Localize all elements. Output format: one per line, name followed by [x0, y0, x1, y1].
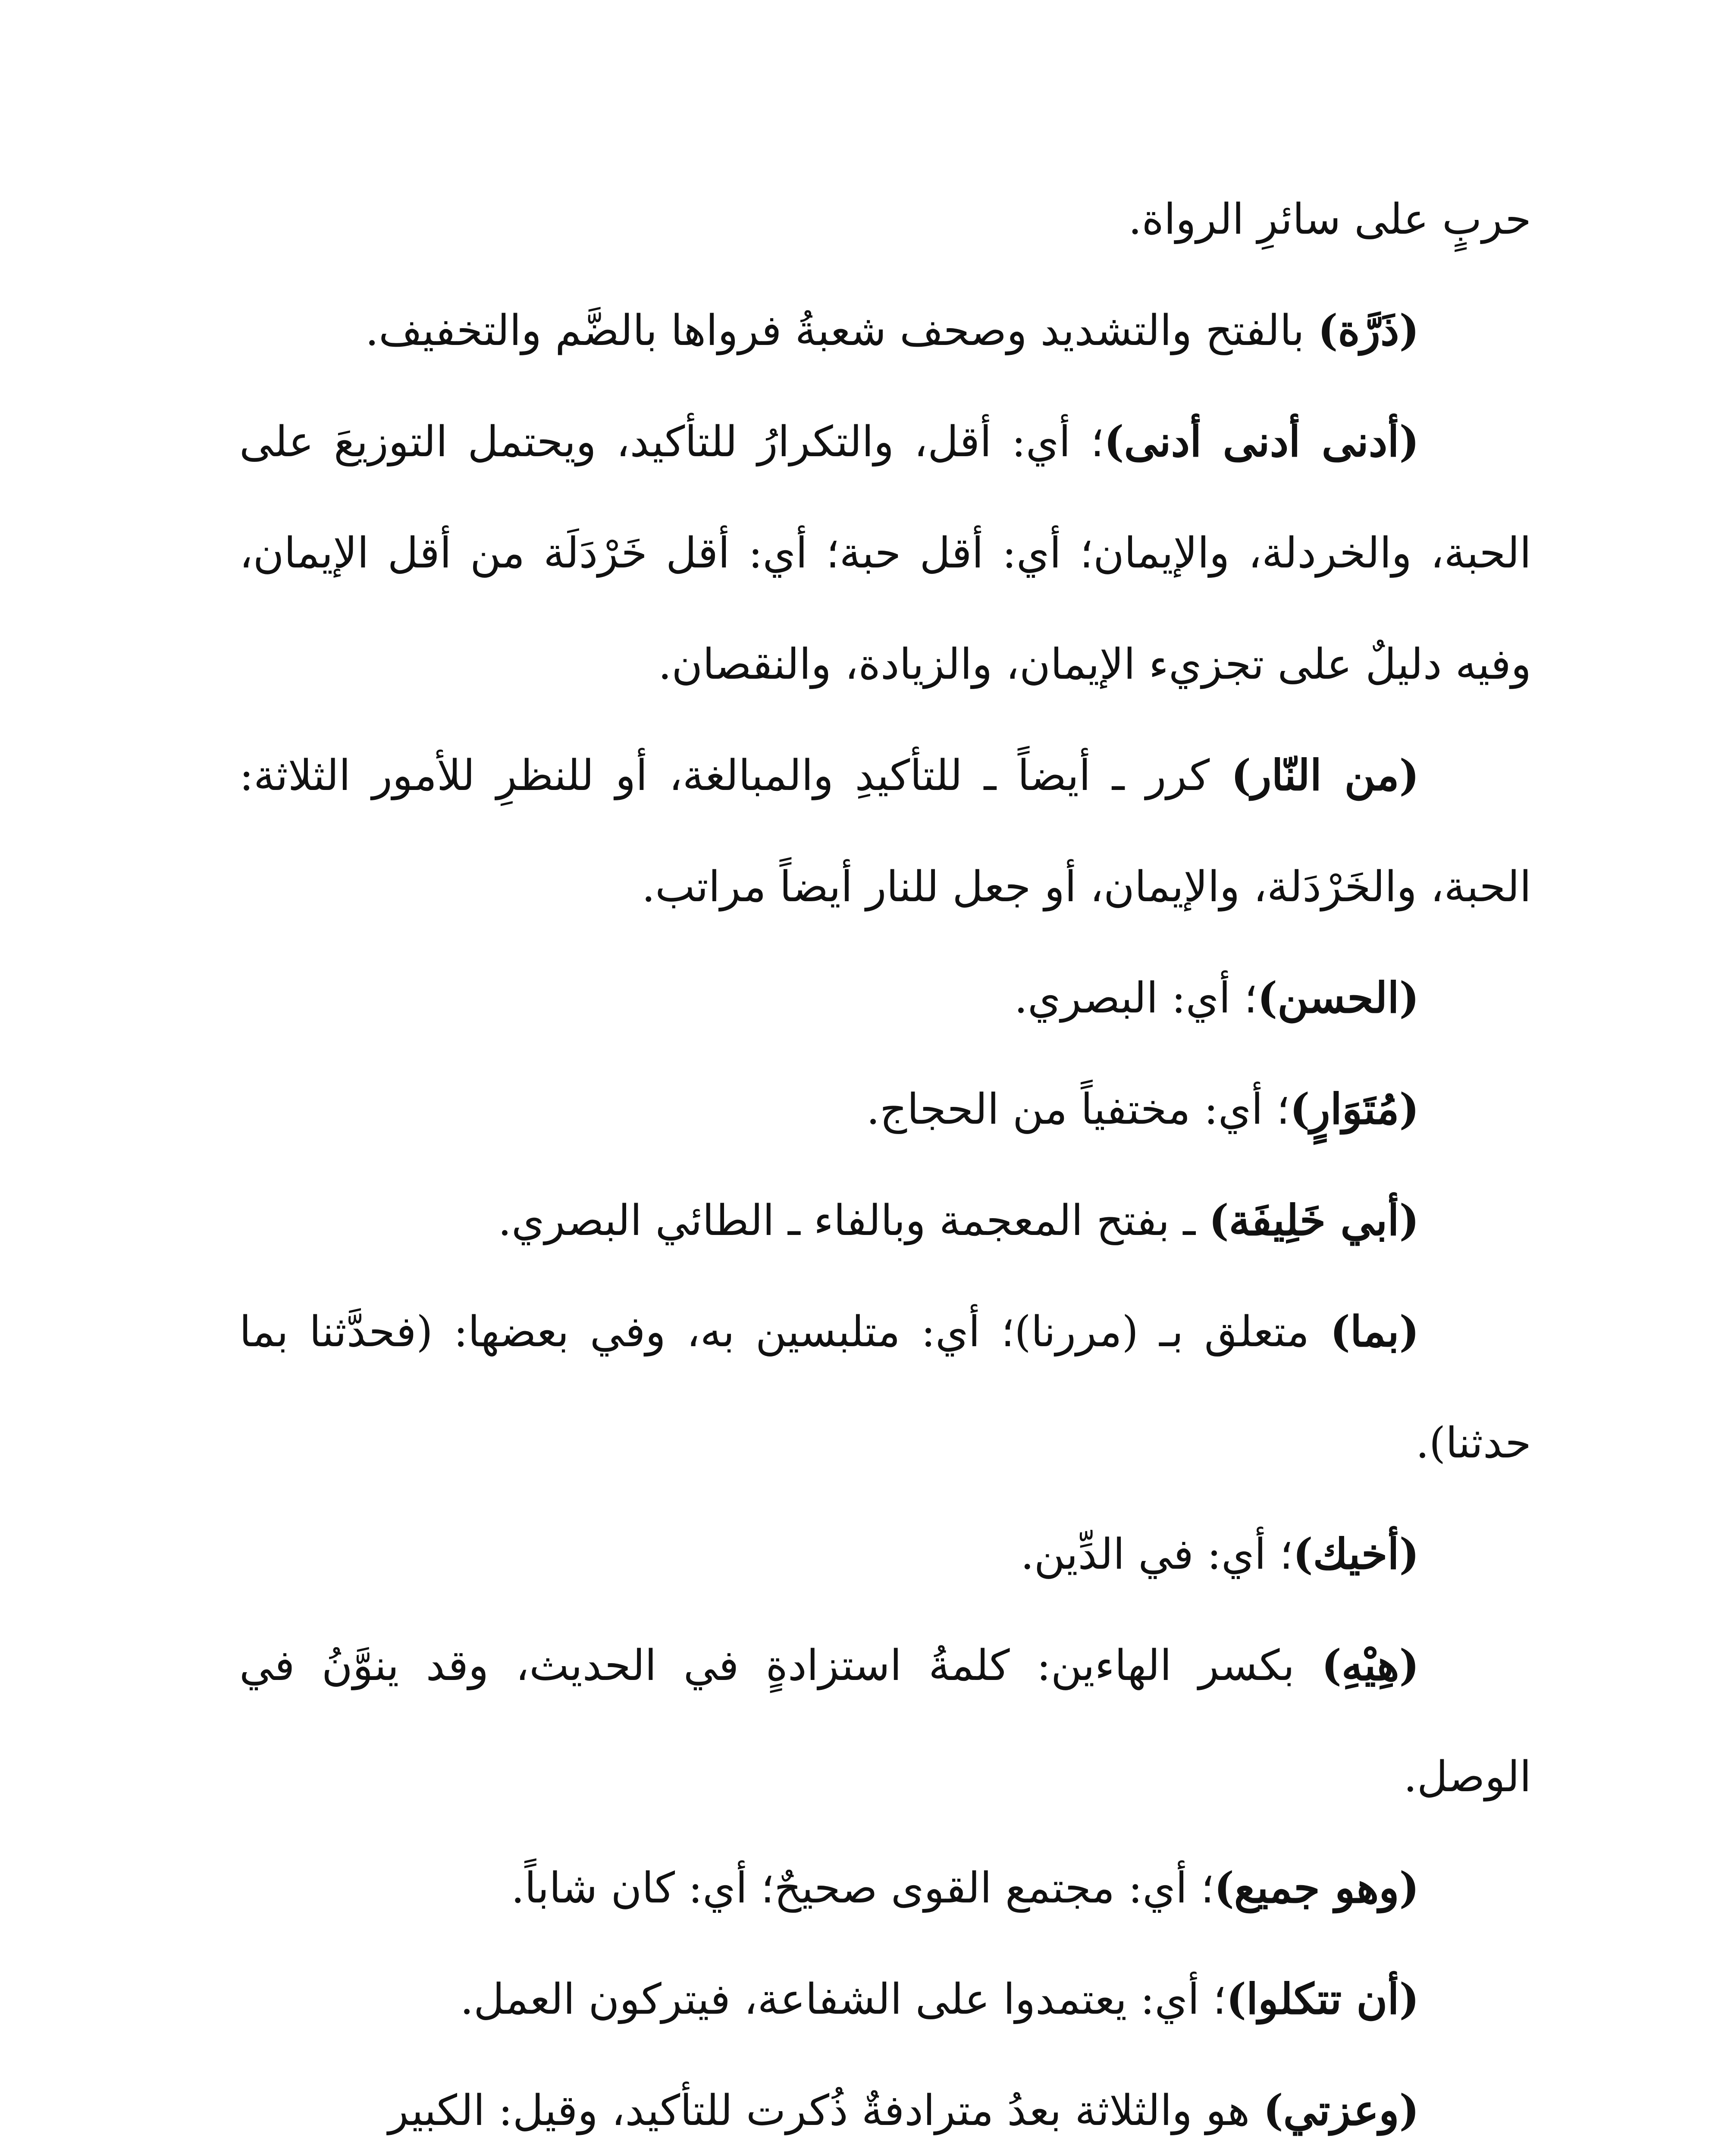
lemma: (ذَرَّة) [1317, 306, 1419, 355]
lemma: (أدنى أدنى أدنى) [1104, 417, 1419, 467]
paragraph-6 [239, 1054, 1531, 1165]
lemma: (وهو جميع) [1214, 1863, 1419, 1913]
lemma: (من النّار) [1231, 751, 1419, 800]
lemma: (أبي خَلِيفَة) [1209, 1196, 1419, 1245]
lemma: (مُتَوَارٍ) [1290, 1084, 1419, 1134]
page-body [239, 164, 1531, 2156]
gloss: ؛ أي: في الدِّين. [1020, 1530, 1293, 1579]
paragraph-9 [239, 1499, 1531, 1610]
gloss: ؛ أي: البصري. [1014, 974, 1257, 1023]
paragraph-1 [239, 164, 1531, 275]
gloss: هو والثلاثة بعدُ مترادفةٌ ذُكرت للتأكيد، وقيل: الكبير [388, 2086, 1264, 2135]
paragraph-12 [239, 1944, 1531, 2055]
paragraph-8 [239, 1276, 1531, 1499]
paragraph-4 [239, 720, 1531, 943]
gloss: ؛ أي: مختفياً من الحجاج. [866, 1085, 1290, 1134]
lemma: (وعزتي) [1263, 2086, 1419, 2135]
gloss: ـ بفتح المعجمة وبالفاء ـ الطائي البصري. [498, 1196, 1209, 1245]
paragraph-2 [239, 275, 1531, 386]
gloss: ؛ أي: مجتمع القوى صحيحٌ؛ أي: كان شاباً. [511, 1864, 1214, 1913]
lemma: (الحسن) [1257, 973, 1419, 1023]
gloss: بكسر الهاءين: كلمةُ استزادةٍ في الحديث، وقد ينوَّنُ في الوصل. [239, 1641, 1531, 1802]
lemma: (هِيْهِ) [1321, 1641, 1419, 1690]
paragraph-5 [239, 943, 1531, 1054]
paragraph-11 [239, 1833, 1531, 1944]
gloss: كرر ـ أيضاً ـ للتأكيدِ والمبالغة، أو للنظرِ للأمور الثلاثة: الحبة، والخَرْدَلة، والإيمان، أو جعل للنار أيضاً مراتب. [239, 751, 1531, 912]
gloss: متعلق بـ (مررنا)؛ أي: متلبسين به، وفي بعضها: (فحدَّثنا بما حدثنا). [239, 1307, 1531, 1468]
gloss: ؛ أي: أقل، والتكرارُ للتأكيد، ويحتمل التوزيعَ على الحبة، والخردلة، والإيمان؛ أي: أقل حبة؛ أي: أقل خَرْدَلَة من أقل الإيمان، وفيه دليلٌ على تجزيء الإيمان، والزيادة، والنقصان. [239, 417, 1531, 689]
paragraph-10 [239, 1610, 1531, 1833]
lemma: (أخيك) [1293, 1529, 1419, 1579]
gloss: ؛ أي: يعتمدوا على الشفاعة، فيتركون العمل. [460, 1975, 1226, 2024]
paragraph-3 [239, 386, 1531, 720]
gloss: حربٍ على سائرِ الرواة. [1128, 195, 1531, 244]
paragraph-13 [239, 2055, 1531, 2156]
lemma: (أن تتكلوا) [1226, 1974, 1419, 2024]
lemma: (بما) [1330, 1307, 1419, 1357]
gloss: بالفتح والتشديد وصحف شعبةُ فرواها بالضَّم والتخفيف. [365, 306, 1318, 355]
paragraph-7 [239, 1165, 1531, 1276]
